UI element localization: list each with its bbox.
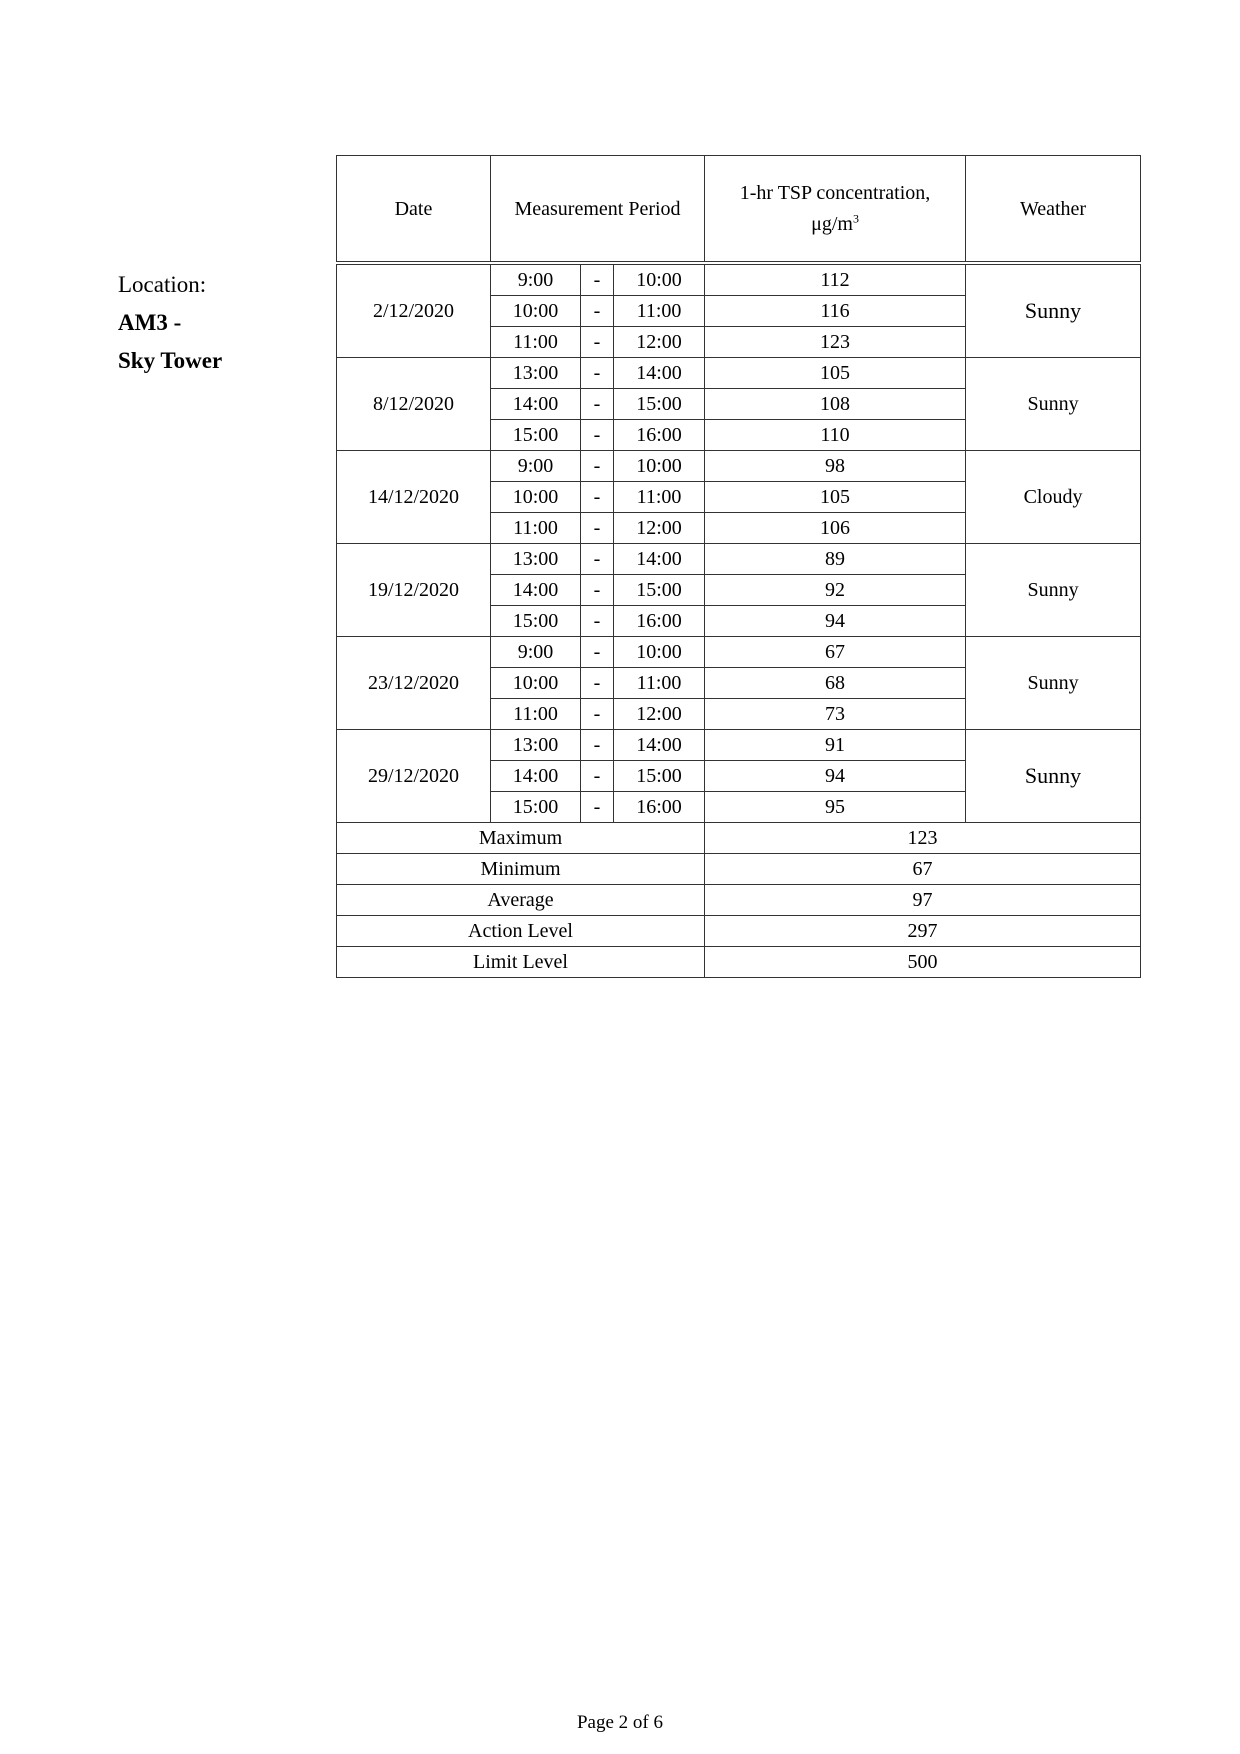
start-time-cell: 15:00 (491, 420, 581, 451)
weather-cell: Sunny (966, 730, 1141, 823)
date-cell: 8/12/2020 (337, 358, 491, 451)
end-time-cell: 10:00 (614, 263, 705, 296)
start-time-cell: 10:00 (491, 482, 581, 513)
page-number: Page 2 of 6 (576, 1712, 663, 1733)
end-time-cell: 12:00 (614, 327, 705, 358)
separator-cell: - (581, 606, 614, 637)
summary-label: Limit Level (337, 947, 705, 978)
separator-cell: - (581, 263, 614, 296)
table-row (337, 544, 1141, 575)
weather-cell: Sunny (966, 544, 1141, 637)
summary-value: 500 (705, 947, 1141, 978)
separator-cell: - (581, 513, 614, 544)
concentration-cell: 91 (705, 730, 966, 761)
end-time-cell: 10:00 (614, 637, 705, 668)
start-time-cell: 10:00 (491, 296, 581, 327)
start-time-cell: 13:00 (491, 730, 581, 761)
summary-value: 97 (705, 885, 1141, 916)
concentration-cell: 67 (705, 637, 966, 668)
concentration-cell: 116 (705, 296, 966, 327)
date-cell: 29/12/2020 (337, 730, 491, 823)
summary-row (337, 854, 1141, 885)
end-time-cell: 11:00 (614, 296, 705, 327)
summary-value: 297 (705, 916, 1141, 947)
table-row (337, 451, 1141, 482)
summary-value: 67 (705, 854, 1141, 885)
separator-cell: - (581, 730, 614, 761)
start-time-cell: 15:00 (491, 792, 581, 823)
start-time-cell: 11:00 (491, 327, 581, 358)
header-date: Date (337, 156, 491, 264)
summary-label: Action Level (337, 916, 705, 947)
start-time-cell: 14:00 (491, 575, 581, 606)
start-time-cell: 15:00 (491, 606, 581, 637)
table-row (337, 263, 1141, 296)
start-time-cell: 9:00 (491, 451, 581, 482)
summary-label: Minimum (337, 854, 705, 885)
end-time-cell: 14:00 (614, 544, 705, 575)
end-time-cell: 15:00 (614, 761, 705, 792)
summary-row (337, 823, 1141, 854)
start-time-cell: 13:00 (491, 544, 581, 575)
summary-label: Maximum (337, 823, 705, 854)
start-time-cell: 14:00 (491, 389, 581, 420)
date-cell: 2/12/2020 (337, 263, 491, 358)
start-time-cell: 9:00 (491, 263, 581, 296)
location-label: Location: (118, 272, 207, 297)
concentration-cell: 105 (705, 482, 966, 513)
separator-cell: - (581, 544, 614, 575)
separator-cell: - (581, 296, 614, 327)
summary-row (337, 916, 1141, 947)
separator-cell: - (581, 451, 614, 482)
concentration-cell: 94 (705, 606, 966, 637)
concentration-cell: 98 (705, 451, 966, 482)
weather-cell: Sunny (966, 637, 1141, 730)
table-row (337, 730, 1141, 761)
date-cell: 19/12/2020 (337, 544, 491, 637)
summary-value: 123 (705, 823, 1141, 854)
start-time-cell: 9:00 (491, 637, 581, 668)
table-row (337, 358, 1141, 389)
separator-cell: - (581, 761, 614, 792)
start-time-cell: 13:00 (491, 358, 581, 389)
summary-row (337, 947, 1141, 978)
end-time-cell: 16:00 (614, 420, 705, 451)
separator-cell: - (581, 668, 614, 699)
date-cell: 23/12/2020 (337, 637, 491, 730)
header-measurement-period: Measurement Period (491, 156, 705, 264)
summary-label: Average (337, 885, 705, 916)
weather-cell: Cloudy (966, 451, 1141, 544)
header-weather: Weather (966, 156, 1141, 264)
separator-cell: - (581, 575, 614, 606)
concentration-cell: 68 (705, 668, 966, 699)
concentration-cell: 108 (705, 389, 966, 420)
tsp-results-table (336, 155, 1141, 978)
separator-cell: - (581, 358, 614, 389)
weather-cell: Sunny (966, 263, 1141, 358)
concentration-cell: 95 (705, 792, 966, 823)
separator-cell: - (581, 327, 614, 358)
end-time-cell: 14:00 (614, 730, 705, 761)
concentration-cell: 123 (705, 327, 966, 358)
header-concentration-label: 1-hr TSP concentration, (739, 181, 931, 204)
end-time-cell: 12:00 (614, 699, 705, 730)
end-time-cell: 11:00 (614, 482, 705, 513)
station-code: AM3 - (118, 310, 182, 335)
end-time-cell: 15:00 (614, 575, 705, 606)
concentration-cell: 73 (705, 699, 966, 730)
separator-cell: - (581, 699, 614, 730)
concentration-cell: 110 (705, 420, 966, 451)
table-header-row (337, 156, 1141, 264)
separator-cell: - (581, 420, 614, 451)
weather-cell: Sunny (966, 358, 1141, 451)
start-time-cell: 14:00 (491, 761, 581, 792)
header-unit: $\mu g/m^3$ (811, 211, 859, 236)
end-time-cell: 16:00 (614, 606, 705, 637)
location-block (118, 266, 222, 380)
separator-cell: - (581, 792, 614, 823)
concentration-cell: 106 (705, 513, 966, 544)
table-body (337, 263, 1141, 978)
end-time-cell: 11:00 (614, 668, 705, 699)
start-time-cell: 10:00 (491, 668, 581, 699)
summary-row (337, 885, 1141, 916)
concentration-cell: 92 (705, 575, 966, 606)
concentration-cell: 112 (705, 263, 966, 296)
concentration-cell: 94 (705, 761, 966, 792)
end-time-cell: 10:00 (614, 451, 705, 482)
station-name: Sky Tower (118, 348, 223, 373)
date-cell: 14/12/2020 (337, 451, 491, 544)
concentration-cell: 89 (705, 544, 966, 575)
end-time-cell: 16:00 (614, 792, 705, 823)
header-concentration (705, 156, 966, 264)
end-time-cell: 12:00 (614, 513, 705, 544)
end-time-cell: 15:00 (614, 389, 705, 420)
separator-cell: - (581, 637, 614, 668)
table-row (337, 637, 1141, 668)
start-time-cell: 11:00 (491, 513, 581, 544)
separator-cell: - (581, 389, 614, 420)
start-time-cell: 11:00 (491, 699, 581, 730)
separator-cell: - (581, 482, 614, 513)
concentration-cell: 105 (705, 358, 966, 389)
end-time-cell: 14:00 (614, 358, 705, 389)
